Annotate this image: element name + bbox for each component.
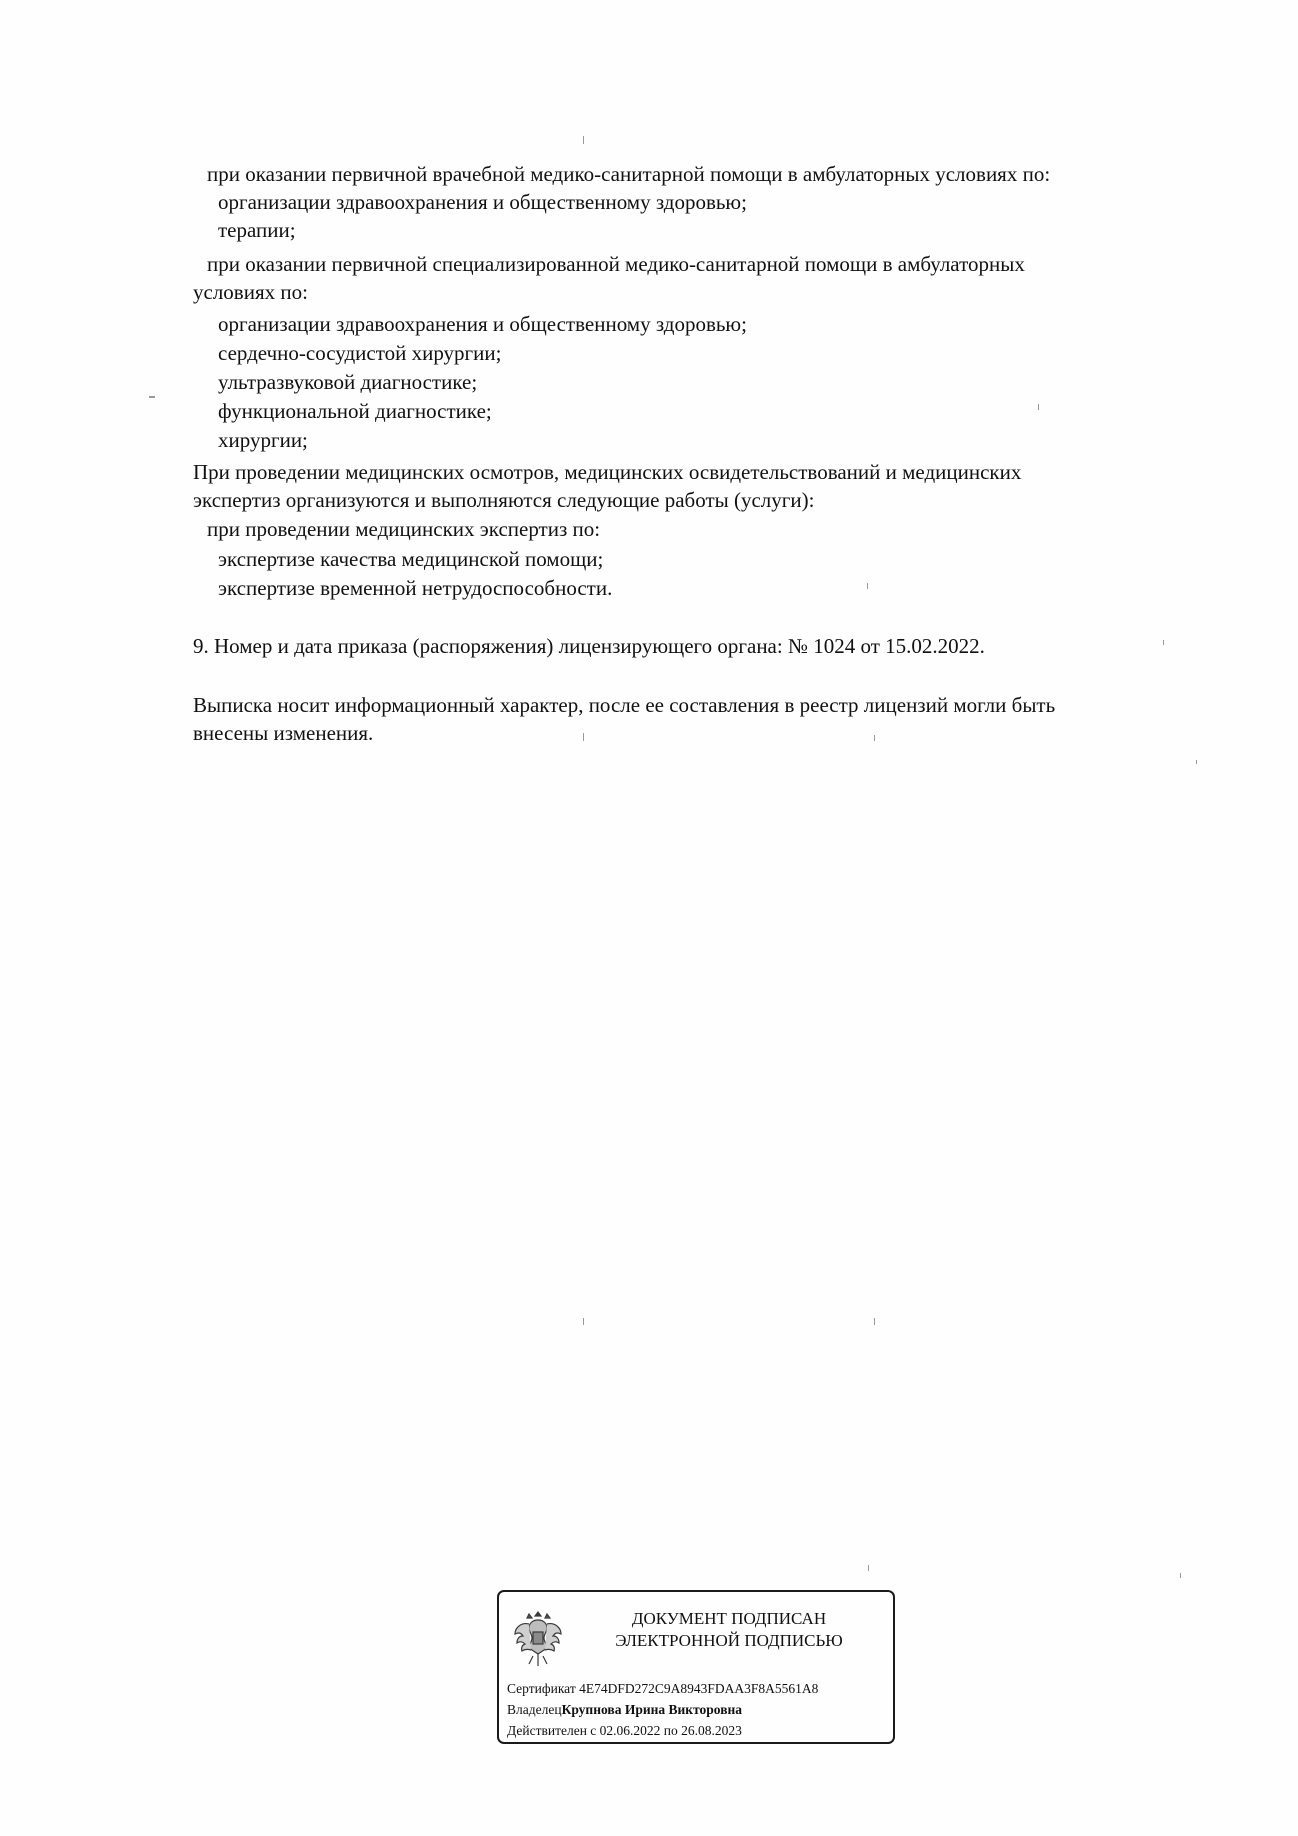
text-line: при оказании первичной специализированной медико-санитарной помощи в амбулаторных bbox=[207, 252, 1025, 276]
stamp-title-line: ДОКУМЕНТ ПОДПИСАН bbox=[631, 1609, 827, 1628]
text-line: экспертиз организуются и выполняются следующие работы (услуги): bbox=[193, 488, 815, 512]
scan-speck bbox=[583, 1318, 584, 1325]
text-line: терапии; bbox=[218, 218, 296, 242]
scan-speck bbox=[868, 1565, 869, 1571]
validity-row bbox=[507, 1722, 742, 1740]
scan-speck bbox=[583, 733, 584, 741]
text-line: при проведении медицинских экспертиз по: bbox=[207, 517, 601, 541]
valid-to: 26.08.2023 bbox=[681, 1723, 742, 1738]
valid-label: Действителен с bbox=[507, 1723, 597, 1738]
scan-speck bbox=[1163, 640, 1164, 645]
order-paragraph: 9. Номер и дата приказа (распоряжения) лицензирующего органа: № 1024 от 15.02.2022. bbox=[193, 634, 985, 658]
text-line: экспертизе качества медицинской помощи; bbox=[218, 547, 604, 571]
owner-value: Крупнова Ирина Викторовна bbox=[561, 1702, 743, 1717]
scan-speck bbox=[867, 583, 868, 589]
text-line: при оказании первичной врачебной медико-санитарной помощи в амбулаторных условиях по: bbox=[207, 162, 1051, 186]
text-line: условиях по: bbox=[193, 280, 308, 304]
text-line: При проведении медицинских осмотров, медицинских освидетельствований и медицинских bbox=[193, 460, 1022, 484]
scan-speck bbox=[874, 1318, 875, 1325]
text-line: экспертизе временной нетрудоспособности. bbox=[218, 576, 613, 600]
russian-coat-of-arms-icon bbox=[511, 1604, 565, 1670]
valid-from: 02.06.2022 bbox=[599, 1723, 661, 1738]
owner-label: Владелец bbox=[507, 1702, 562, 1717]
note-line: Выписка носит информационный характер, после ее составления в реестр лицензий могли быть bbox=[193, 693, 1056, 717]
scan-speck bbox=[1038, 404, 1039, 410]
scan-speck bbox=[149, 396, 155, 398]
scan-speck bbox=[1180, 1573, 1181, 1578]
owner-row bbox=[507, 1701, 742, 1719]
scan-speck bbox=[874, 735, 875, 741]
text-line: организации здравоохранения и общественному здоровью; bbox=[218, 312, 747, 336]
text-line: функциональной диагностике; bbox=[218, 399, 492, 423]
text-line: хирургии; bbox=[218, 428, 308, 452]
signature-stamp bbox=[497, 1590, 895, 1744]
note-line: внесены изменения. bbox=[193, 721, 374, 745]
valid-to-label: по bbox=[663, 1723, 678, 1738]
stamp-title-line: ЭЛЕКТРОННОЙ ПОДПИСЬЮ bbox=[615, 1631, 843, 1650]
text-line: сердечно-сосудистой хирургии; bbox=[218, 341, 502, 365]
text-line: организации здравоохранения и общественному здоровью; bbox=[218, 190, 747, 214]
certificate-label: Сертификат bbox=[507, 1681, 576, 1696]
certificate-row bbox=[507, 1680, 818, 1698]
text-line: ультразвуковой диагностике; bbox=[218, 370, 478, 394]
scan-speck bbox=[583, 136, 584, 144]
certificate-value: 4E74DFD272C9A8943FDAA3F8A5561A8 bbox=[579, 1681, 819, 1696]
scan-speck bbox=[1196, 760, 1197, 764]
stamp-title bbox=[579, 1608, 879, 1652]
